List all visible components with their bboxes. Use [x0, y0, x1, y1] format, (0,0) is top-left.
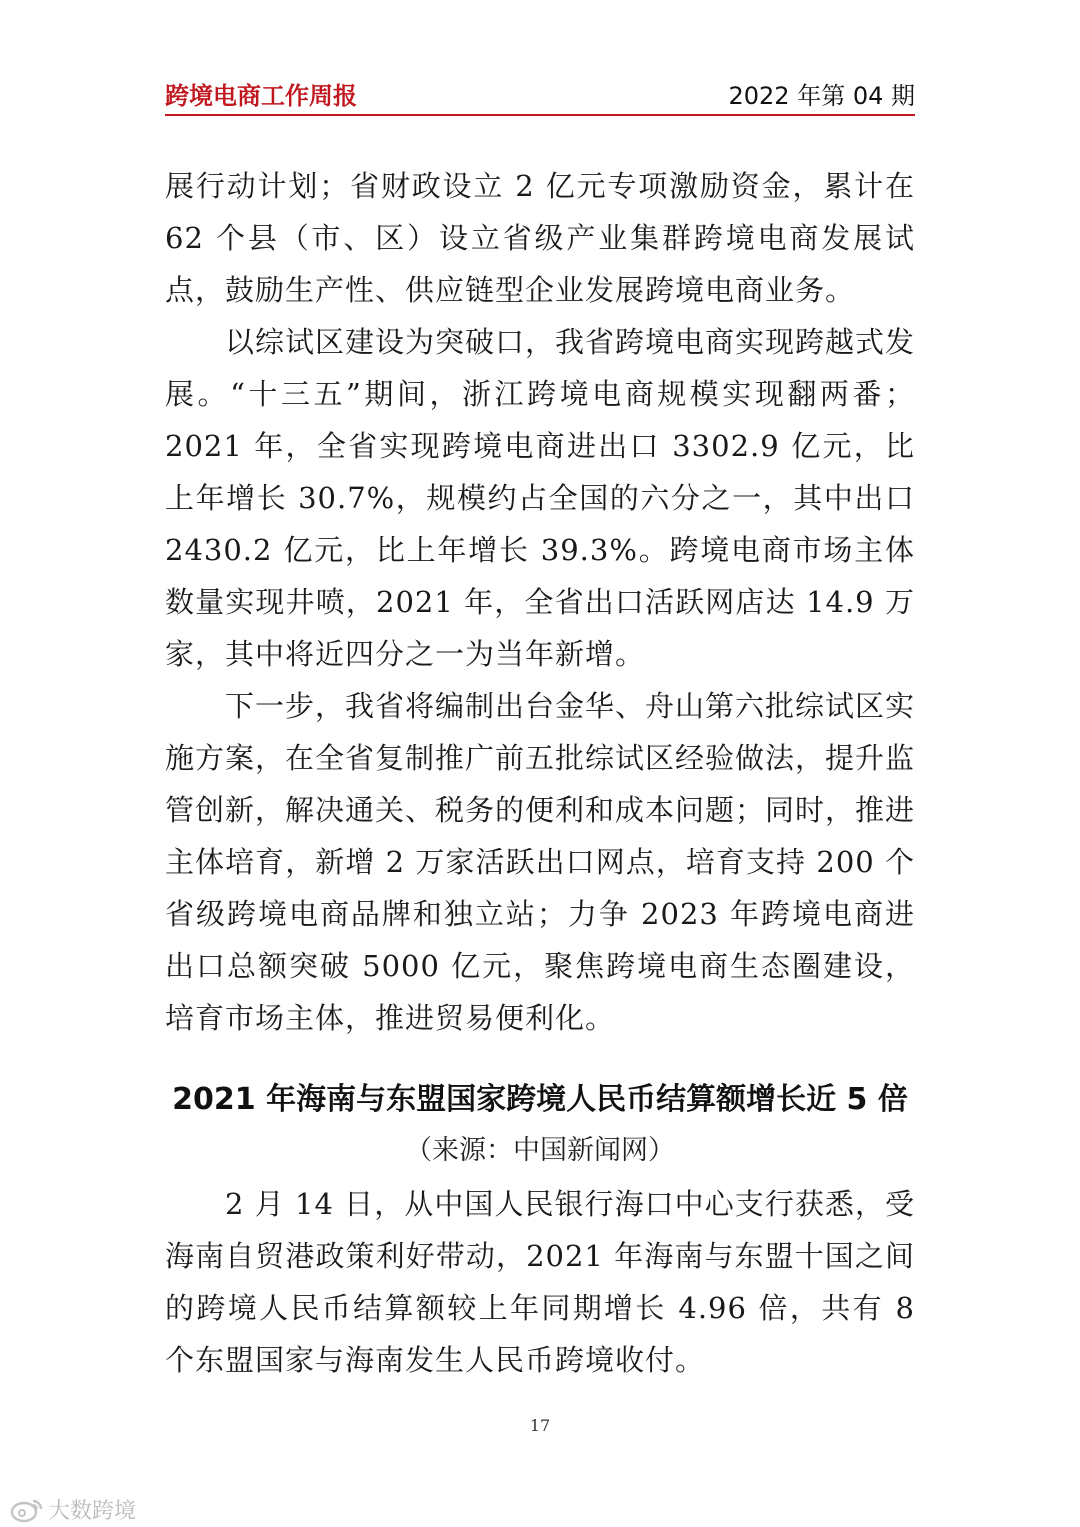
paragraph-growth: 以综试区建设为突破口，我省跨境电商实现跨越式发展。“十三五”期间，浙江跨境电商规模实现翻两番；2021 年，全省实现跨境电商进出口 3302.9 亿元，比上年增长 30.7%，规模约占全国的六分之一，其中出口 2430.2 亿元，比上年增长 39.3%。跨境电商市场主体数量实现井喷，2021 年，全省出口活跃网店达 14.9 万家，其中将近四分之一为当年新增。 — [165, 325, 916, 671]
article-body — [165, 1178, 915, 1386]
report-title: 跨境电商工作周报 — [165, 82, 357, 110]
section-continued — [165, 160, 915, 1044]
paragraph-next-steps: 下一步，我省将编制出台金华、舟山第六批综试区实施方案，在全省复制推广前五批综试区经验做法，提升监管创新，解决通关、税务的便利和成本问题；同时，推进主体培育，新增 2 万家活跃出口网点，培育支持 200 个省级跨境电商品牌和独立站；力争 2023 年跨境电商进出口总额突破 5000 亿元，聚焦跨境电商生态圈建设，培育市场主体，推进贸易便利化。 — [165, 689, 916, 1035]
weibo-logo-icon — [10, 1497, 44, 1523]
watermark — [10, 1494, 136, 1525]
article-source: （来源：中国新闻网） — [405, 1135, 675, 1166]
page-header — [165, 74, 915, 116]
watermark-text: 大数跨境 — [48, 1499, 137, 1524]
issue-number: 2022 年第 04 期 — [728, 82, 915, 110]
page-number: 17 — [529, 1416, 551, 1435]
article-title: 2021 年海南与东盟国家跨境人民币结算额增长近 5 倍 — [172, 1082, 908, 1117]
paragraph-continued: 展行动计划；省财政设立 2 亿元专项激励资金，累计在 62 个县（市、区）设立省级产业集群跨境电商发展试点，鼓励生产性、供应链型企业发展跨境电商业务。 — [165, 169, 915, 307]
article-paragraph: 2 月 14 日，从中国人民银行海口中心支行获悉，受海南自贸港政策利好带动，2021 年海南与东盟十国之间的跨境人民币结算额较上年同期增长 4.96 倍，共有 8 个东盟国家与海南发生人民币跨境收付。 — [165, 1187, 915, 1377]
